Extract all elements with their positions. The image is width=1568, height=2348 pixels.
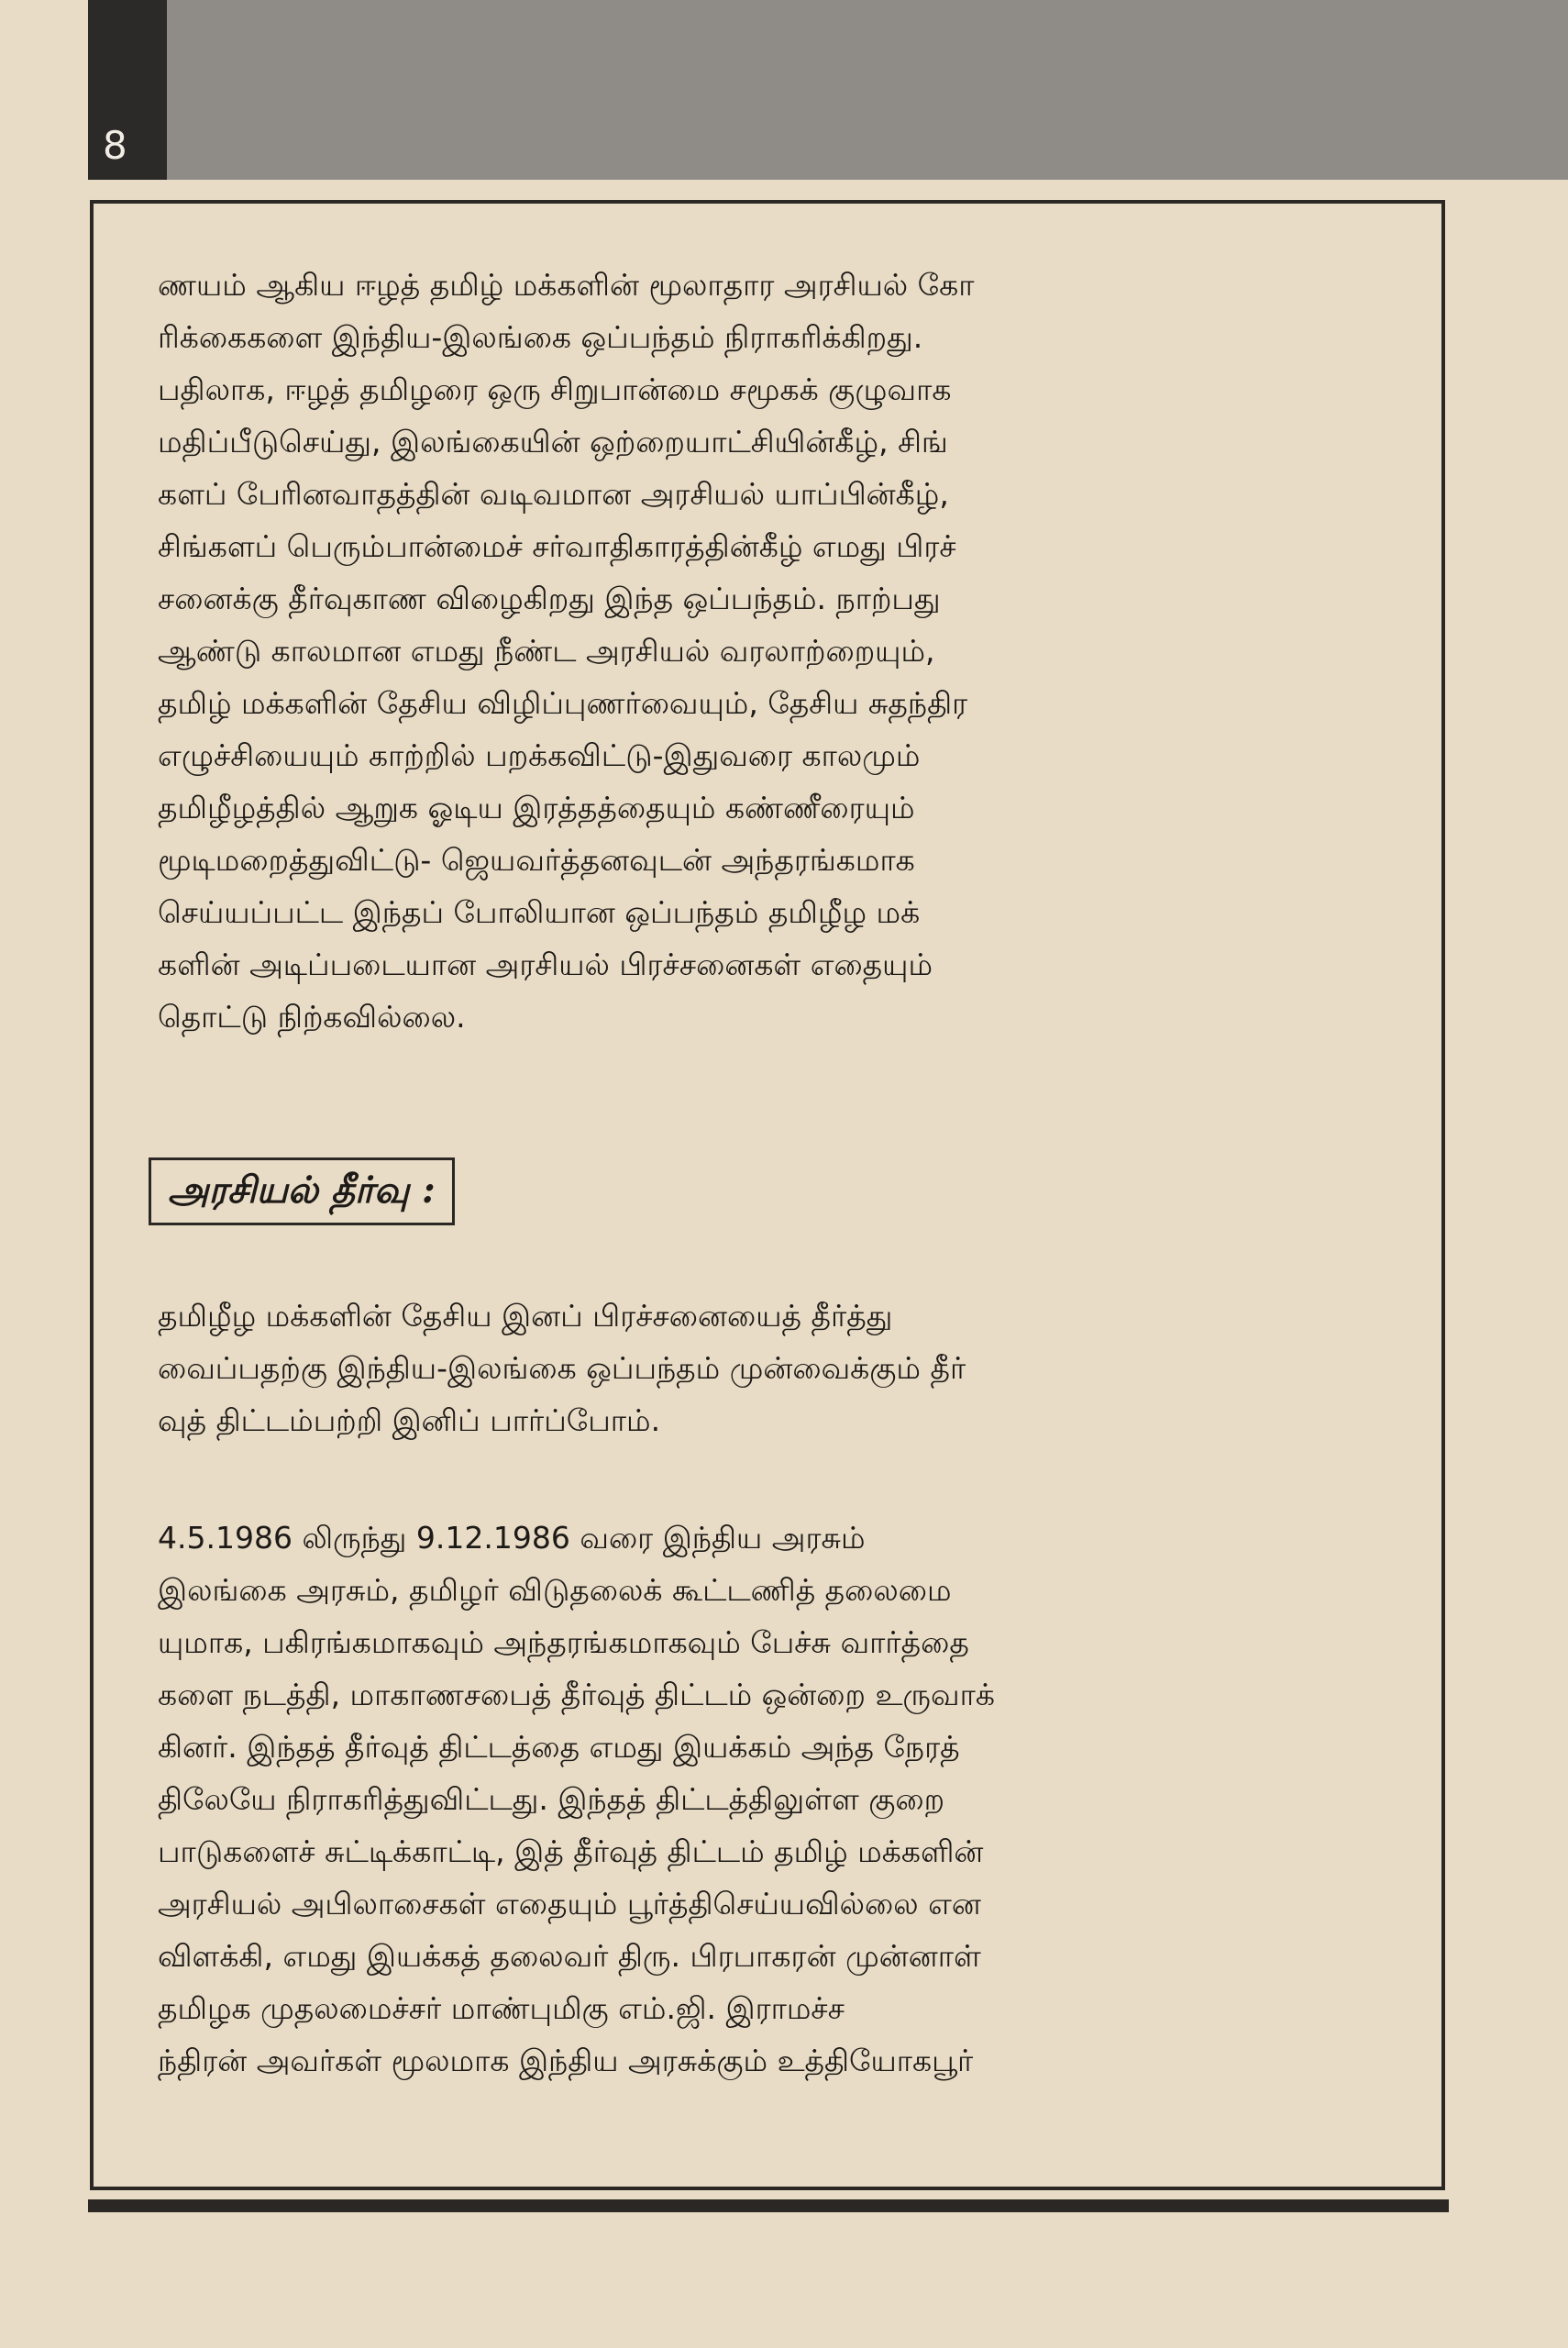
page-number: 8	[103, 123, 127, 168]
body-paragraph-3: 4.5.1986 லிருந்து 9.12.1986 வரை இந்திய அரசும் இலங்கை அரசும், தமிழர் விடுதலைக் கூட்டணித் தலைமை யுமாக, பகிரங்கமாகவும் அந்தரங்கமாகவும் பேச்சு வார்த்தை களை நடத்தி, மாகாணசபைத் தீர்வுத் திட்டம் ஒன்றை உருவாக் கினர். இந்தத் தீர்வுத் திட்டத்தை எமது இயக்கம் அந்த நேரத் திலேயே நிராகரித்துவிட்டது. இந்தத் திட்டத்திலுள்ள குறை பாடுகளைச் சுட்டிக்காட்டி, இத் தீர்வுத் திட்டம் தமிழ் மக்களின் அரசியல் அபிலாசைகள் எதையும் பூர்த்திசெய்யவில்லை என விளக்கி, எமது இயக்கத் தலைவர் திரு. பிரபாகரன் முன்னாள் தமிழக முதலமைச்சர் மாண்புமிகு எம்.ஜி. இராமச்ச ந்திரன் அவர்கள் மூலமாக இந்திய அரசுக்கும் உத்தியோகபூர்	[158, 1520, 995, 2078]
section-heading: அரசியல் தீர்வு :	[149, 1157, 455, 1225]
body-paragraph-1: ணயம் ஆகிய ஈழத் தமிழ் மக்களின் மூலாதார அரசியல் கோ ரிக்கைகளை இந்திய-இலங்கை ஒப்பந்தம் நிராகரிக்கிறது. பதிலாக, ஈழத் தமிழரை ஒரு சிறுபான்மை சமூகக் குழுவாக மதிப்பீடுசெய்து, இலங்கையின் ஒற்றையாட்சியின்கீழ், சிங் களப் பேரினவாதத்தின் வடிவமான அரசியல் யாப்பின்கீழ், சிங்களப் பெரும்பான்மைச் சர்வாதிகாரத்தின்கீழ் எமது பிரச் சனைக்கு தீர்வுகாண விழைகிறது இந்த ஒப்பந்தம். நாற்பது ஆண்டு காலமான எமது நீண்ட அரசியல் வரலாற்றையும், தமிழ் மக்களின் தேசிய விழிப்புணர்வையும், தேசிய சுதந்திர எழுச்சியையும் காற்றில் பறக்கவிட்டு-இதுவரை காலமும் தமிழீழத்தில் ஆறுக ஓடிய இரத்தத்தையும் கண்ணீரையும் மூடிமறைத்துவிட்டு- ஜெயவர்த்தனவுடன் அந்தரங்கமாக செய்யப்பட்ட இந்தப் போலியான ஒப்பந்தம் தமிழீழ மக் களின் அடிப்படையான அரசியல் பிரச்சனைகள் எதையும் தொட்டு நிற்கவில்லை.	[158, 267, 975, 1035]
header-bar	[88, 0, 1568, 180]
bottom-rule	[88, 2199, 1449, 2212]
page-number-tab	[88, 0, 167, 180]
body-paragraph-2: தமிழீழ மக்களின் தேசிய இனப் பிரச்சனையைத் தீர்த்து வைப்பதற்கு இந்திய-இலங்கை ஒப்பந்தம் முன்வைக்கும் தீர் வுத் திட்டம்பற்றி இனிப் பார்ப்போம்.	[158, 1298, 966, 1438]
